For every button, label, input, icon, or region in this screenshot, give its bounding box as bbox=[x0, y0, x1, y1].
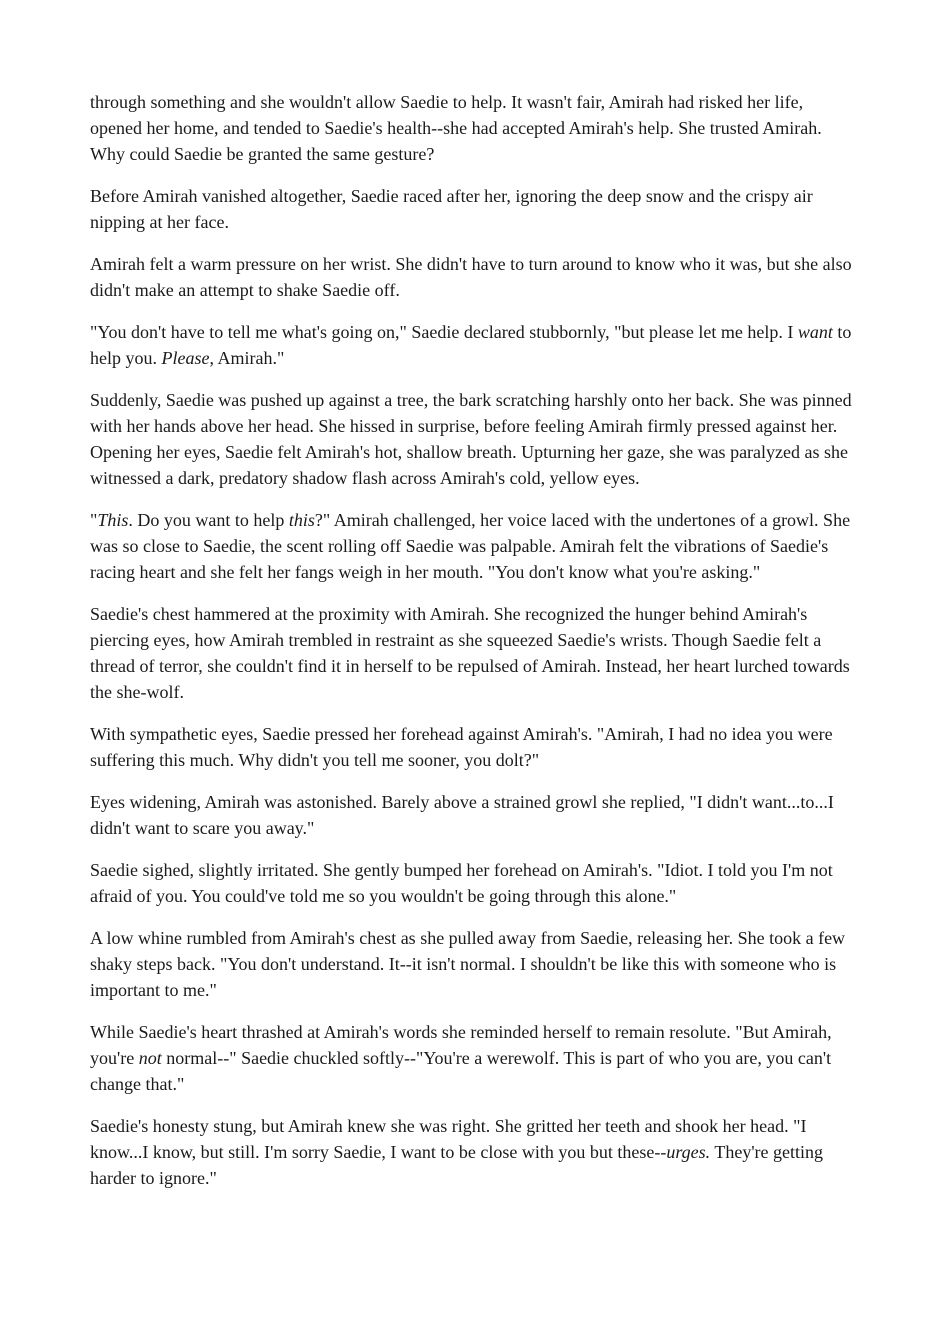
text-run: Suddenly, Saedie was pushed up against a tree, the bark scratching harshly onto her back. She was pinned with her hands above her head. She hissed in surprise, before feeling Amirah firmly pressed against her. Opening her eyes, Saedie felt Amirah's hot, shallow breath. Upturning her gaze, she was paralyzed as she witnessed a dark, predatory shadow flash across Amirah's cold, yellow eyes. bbox=[90, 390, 852, 488]
text-run: A low whine rumbled from Amirah's chest as she pulled away from Saedie, releasing her. She took a few shaky steps back. "You don't understand. It--it isn't normal. I shouldn't be like this with someone who is important to me." bbox=[90, 928, 846, 1000]
text-run: " bbox=[90, 510, 98, 530]
paragraph bbox=[90, 857, 852, 909]
text-run: through something and she wouldn't allow Saedie to help. It wasn't fair, Amirah had risked her life, opened her home, and tended to Saedie's health--she had accepted Amirah's help. She trusted Amirah. Why could Saedie be granted the same gesture? bbox=[90, 92, 822, 164]
italic-text-run: Please bbox=[161, 348, 210, 368]
text-run: With sympathetic eyes, Saedie pressed her forehead against Amirah's. "Amirah, I had no idea you were suffering this much. Why didn't you tell me sooner, you dolt?" bbox=[90, 724, 833, 770]
text-run: normal--" Saedie chuckled softly--"You're a werewolf. This is part of who you are, you can't change that." bbox=[90, 1048, 832, 1094]
text-run: Eyes widening, Amirah was astonished. Barely above a strained growl she replied, "I didn't want...to...I didn't want to scare you away." bbox=[90, 792, 834, 838]
italic-text-run: This bbox=[97, 510, 129, 530]
paragraph bbox=[90, 601, 852, 705]
paragraph bbox=[90, 507, 852, 585]
text-run: Before Amirah vanished altogether, Saedie raced after her, ignoring the deep snow and the crispy air nipping at her face. bbox=[90, 186, 813, 232]
italic-text-run: urges. bbox=[666, 1142, 711, 1162]
story-text bbox=[90, 89, 852, 1207]
text-run: While Saedie's heart thrashed at Amirah's words she reminded herself to remain resolute. "But Amirah, you're bbox=[90, 1022, 832, 1068]
paragraph bbox=[90, 789, 852, 841]
paragraph bbox=[90, 721, 852, 773]
paragraph bbox=[90, 89, 852, 167]
paragraph bbox=[90, 319, 852, 371]
italic-text-run: not bbox=[138, 1048, 162, 1068]
text-run: Saedie's honesty stung, but Amirah knew she was right. She gritted her teeth and shook her head. "I know...I know, but still. I'm sorry Saedie, I want to be close with you but these-- bbox=[90, 1116, 807, 1162]
text-run: . Do you want to help bbox=[128, 510, 289, 530]
text-run: Saedie's chest hammered at the proximity with Amirah. She recognized the hunger behind Amirah's piercing eyes, how Amirah trembled in restraint as she squeezed Saedie's wrists. Though Saedie felt a thread of terror, she couldn't find it in herself to be repulsed of Amirah. Instead, her heart lurched towards the she-wolf. bbox=[90, 604, 850, 702]
paragraph bbox=[90, 1019, 852, 1097]
paragraph bbox=[90, 387, 852, 491]
italic-text-run: this bbox=[288, 510, 315, 530]
text-run: Amirah felt a warm pressure on her wrist. She didn't have to turn around to know who it was, but she also didn't make an attempt to shake Saedie off. bbox=[90, 254, 852, 300]
paragraph bbox=[90, 925, 852, 1003]
paragraph bbox=[90, 1113, 852, 1191]
text-run: "You don't have to tell me what's going on," Saedie declared stubbornly, "but please let me help. I bbox=[90, 322, 798, 342]
paragraph bbox=[90, 183, 852, 235]
italic-text-run: want bbox=[797, 322, 833, 342]
text-run: ?" Amirah challenged, her voice laced with the undertones of a growl. She was so close to Saedie, the scent rolling off Saedie was palpable. Amirah felt the vibrations of Saedie's racing heart and she felt her fangs weigh in her mouth. "You don't know what you're asking." bbox=[90, 510, 851, 582]
text-run: Saedie sighed, slightly irritated. She gently bumped her forehead on Amirah's. "Idiot. I told you I'm not afraid of you. You could've told me so you wouldn't be going through this alone." bbox=[90, 860, 833, 906]
text-run: , Amirah." bbox=[209, 348, 285, 368]
paragraph bbox=[90, 251, 852, 303]
text-run: to help you. bbox=[90, 322, 852, 368]
text-run: They're getting harder to ignore." bbox=[90, 1142, 824, 1188]
